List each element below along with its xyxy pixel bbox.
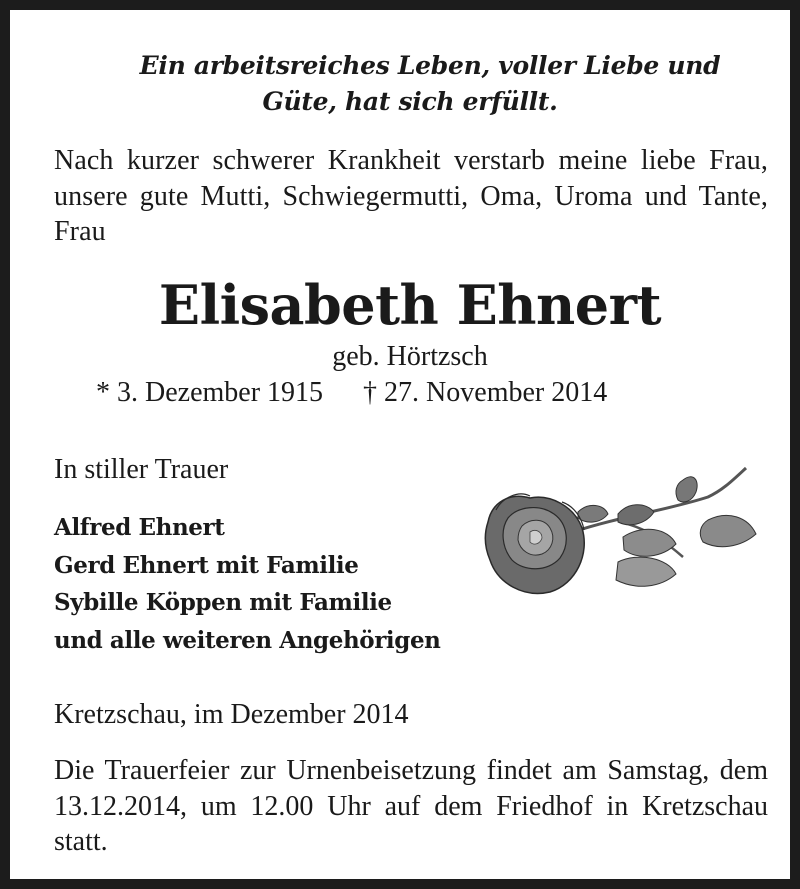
service-info: Die Trauerfeier zur Urnenbeisetzung findet am Samstag, dem 13.12.2014, um 12.00 Uhr auf dem Friedhof in Kretzschau statt. — [54, 755, 768, 857]
deceased-name: Elisabeth Ehnert — [158, 273, 662, 337]
intro-text: Nach kurzer schwerer Krankheit verstarb meine liebe Frau, unsere gute Mutti, Schwiegermutti, Oma, Uroma und Tante, Frau — [54, 145, 768, 247]
place-date: Kretzschau, im Dezember 2014 — [54, 699, 409, 730]
family-member: Sybille Köppen mit Familie — [54, 589, 392, 616]
family-member: Alfred Ehnert — [54, 514, 225, 541]
family-member: und alle weiteren Angehörigen — [54, 626, 441, 654]
rose-icon — [478, 462, 760, 602]
birth-name: geb. Hörtzsch — [332, 341, 488, 372]
mourning-line: In stiller Trauer — [54, 454, 229, 485]
motto — [10, 48, 800, 120]
motto-line-1: Ein arbeitsreiches Leben, voller Liebe und — [139, 51, 721, 80]
family-list — [54, 509, 441, 659]
birth-date: * 3. Dezember 1915 — [96, 377, 324, 408]
death-date: † 27. November 2014 — [363, 377, 608, 408]
family-member: Gerd Ehnert mit Familie — [54, 551, 359, 579]
motto-line-2: Güte, hat sich erfüllt. — [262, 87, 558, 116]
life-dates — [96, 376, 736, 410]
